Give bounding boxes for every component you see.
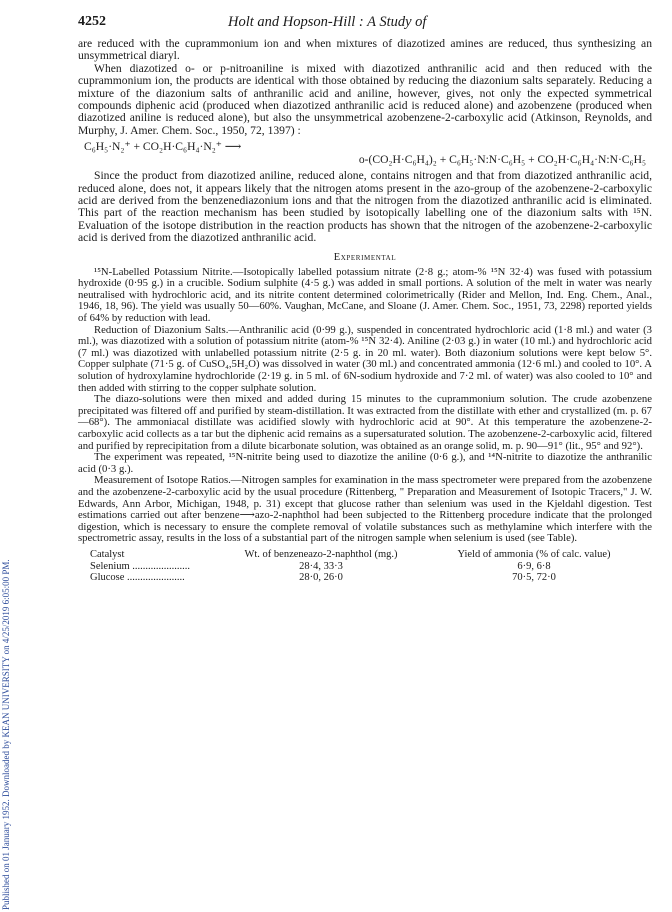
reaction-equation-products: o-(CO₂H·C₆H₄)₂ + C₆H₅·N:N·C₆H₅ + CO₂H·C₆H₄·N:N·C₆H₅	[358, 153, 646, 167]
paragraph-reduction: Reduction of Diazonium Salts.—Anthranilic acid (0·99 g.), suspended in concentrated hydrochloric acid (1·8 ml.) and water (3 ml.), was diazotized with a solution of potassium nitrite (atom-% ¹⁵N 32·4). Aniline (2·03 g.) in water (10 ml.) and hydrochloric acid (7 ml.) was diazotized with unlabelled potassium nitrite (2·5 g. in 20 ml. water). Both diazonium solutions were kept below 5°. Copper sulphate (71·5 g. of CuSO₄,5H₂O) was dissolved in water (30 ml.) and concentrated ammonia (12·6 ml.) and cooled to 10°. A solution of hydroxylamine hydrochloride (2·19 g. in 5 ml. of 6N-sodium hydroxide and 7·2 ml. of water) was also cooled to 10° and then added with stirring to the copper sulphate solution.	[78, 323, 652, 394]
table-cell: Glucose ......................	[90, 572, 185, 584]
page-header	[78, 12, 652, 38]
download-watermark	[0, 150, 16, 910]
paragraph-mechanism: Since the product from diazotized aniline, reduced alone, contains nitrogen and that from diazotized anthranilic acid, reduced alone, does not, it appears likely that the nitrogen atoms present in the azo-group of the azobenzene-2-carboxylic acid are derived from the benzenediazonium ions and that the nitrogen from the diazotized anthranilic acid is eliminated. This part of the reaction mechanism has been studied by isotopically labelling one of the diazonium salts with ¹⁵N. Evaluation of the isotope distribution in the reaction products has shown that the nitrogen of the azobenzene-2-carboxylic acid is derived from the diazotized anthranilic acid.	[78, 169, 652, 245]
paragraph-isotope-ratios: Measurement of Isotope Ratios.—Nitrogen samples for examination in the mass spectrometer were prepared from the azobenzene and the azobenzene-2-carboxylic acid by the usual procedure (Rittenberg, " Preparation and Measurement of Isotopic Tracers," J. W. Edwards, Ann Arbor, Michigan, 1948, p. 31) except that glucose rather than selenium was used in the Kjeldahl digestion. Test estimations carried out after benzene⟶azo-2-naphthol had been subjected to the Rittenberg procedure indicate that the prolonged digestion, which is necessary to ensure the complete removal of volatile substances such as methylamine which interfere with the spectrometric assay, results in the loss of a substantial part of the nitrogen sample when selenium is used (see Table).	[78, 474, 652, 545]
download-notice: Published on 01 January 1952. Downloaded by KEAN UNIVERSITY on 4/25/2019 6:05:00 PM.	[1, 559, 11, 910]
table-row	[78, 561, 638, 573]
column-header-catalyst: Catalyst	[90, 548, 125, 560]
table-header-row	[78, 549, 638, 561]
table-row	[78, 572, 638, 584]
reaction-equation-reactants: C₆H₅·N₂⁺ + CO₂H·C₆H₄·N₂⁺ ⟶	[84, 140, 242, 154]
catalyst-table	[78, 549, 638, 584]
page-number: 4252	[78, 14, 106, 29]
paragraph-continued: are reduced with the cuprammonium ion and when mixtures of diazotized amines are reduced, thus synthesizing an unsymmetrical diaryl.	[78, 37, 652, 63]
paragraph-diazo-solutions: The diazo-solutions were then mixed and added during 15 minutes to the cuprammonium solution. The crude azobenzene precipitated was filtered off and purified by steam-distillation. It was extracted from the distillate with ether and crystallized (m. p. 67—68°). The ammoniacal distillate was acidified slowly with hydrochloric acid at 90°. At this temperature the azobenzene-2-carboxylic acid collects as a tar but the diphenic acid remains as a supersaturated solution. The azobenzene-2-carboxylic acid, filtered and purified by reprecipitation from a dilute bicarbonate solution, was obtained as an orange solid, m. p. 90—91° (lit., 95° and 92°).	[78, 393, 652, 452]
paragraph-repeat-experiment: The experiment was repeated, ¹⁵N-nitrite being used to diazotize the aniline (0·6 g.), and ¹⁴N-nitrite to diazotize the anthranilic acid (0·3 g.).	[78, 451, 652, 475]
paragraph-mixtures: When diazotized o- or p-nitroaniline is mixed with diazotized anthranilic acid and then reduced with the cuprammonium ion, the products are identical with those obtained by reducing the diazonium salts separately. Reducing a mixture of the diazonium salts of anthranilic acid and aniline, however, gives, not only the expected symmetrical compounds diphenic acid (produced when diazotized anthranilic acid is reduced alone) and azobenzene (produced when diazotized aniline is reduced alone), but also the unsymmetrical azobenzene-2-carboxylic acid (Atkinson, Reynolds, and Murphy, J. Amer. Chem. Soc., 1950, 72, 1397) :	[78, 61, 652, 137]
table-cell: 70·5, 72·0	[512, 572, 556, 584]
journal-page	[78, 12, 652, 584]
section-heading-experimental: Experimental	[333, 251, 397, 263]
table-cell: 28·0, 26·0	[299, 572, 343, 584]
column-header-yield: Yield of ammonia (% of calc. value)	[457, 548, 611, 560]
table-cell: 6·9, 6·8	[517, 560, 551, 572]
running-title: Holt and Hopson-Hill : A Study of	[228, 14, 427, 30]
table-cell: 28·4, 33·3	[299, 560, 343, 572]
column-header-weight: Wt. of benzeneazo-2-naphthol (mg.)	[244, 548, 398, 560]
table-cell: Selenium ......................	[90, 560, 191, 572]
paragraph-labelled-nitrite: ¹⁵N-Labelled Potassium Nitrite.—Isotopically labelled potassium nitrate (2·8 g.; atom-% ¹⁵N 32·4) was fused with potassium hydroxide (0·95 g.) in a crucible. Sodium sulphite (4·5 g.) was added in small portions. A solution of the melt in water was nearly neutralised with hydrochloric acid, and its nitrite content determined colorimetrically (Rider and Mellon, Ind. Eng. Chem., Anal., 1946, 18, 96). The yield was usually 50—60%. Vaughan, McCane, and Sloane (J. Amer. Chem. Soc., 1951, 73, 2298) reported yields of 64% by reduction with lead.	[78, 265, 652, 325]
